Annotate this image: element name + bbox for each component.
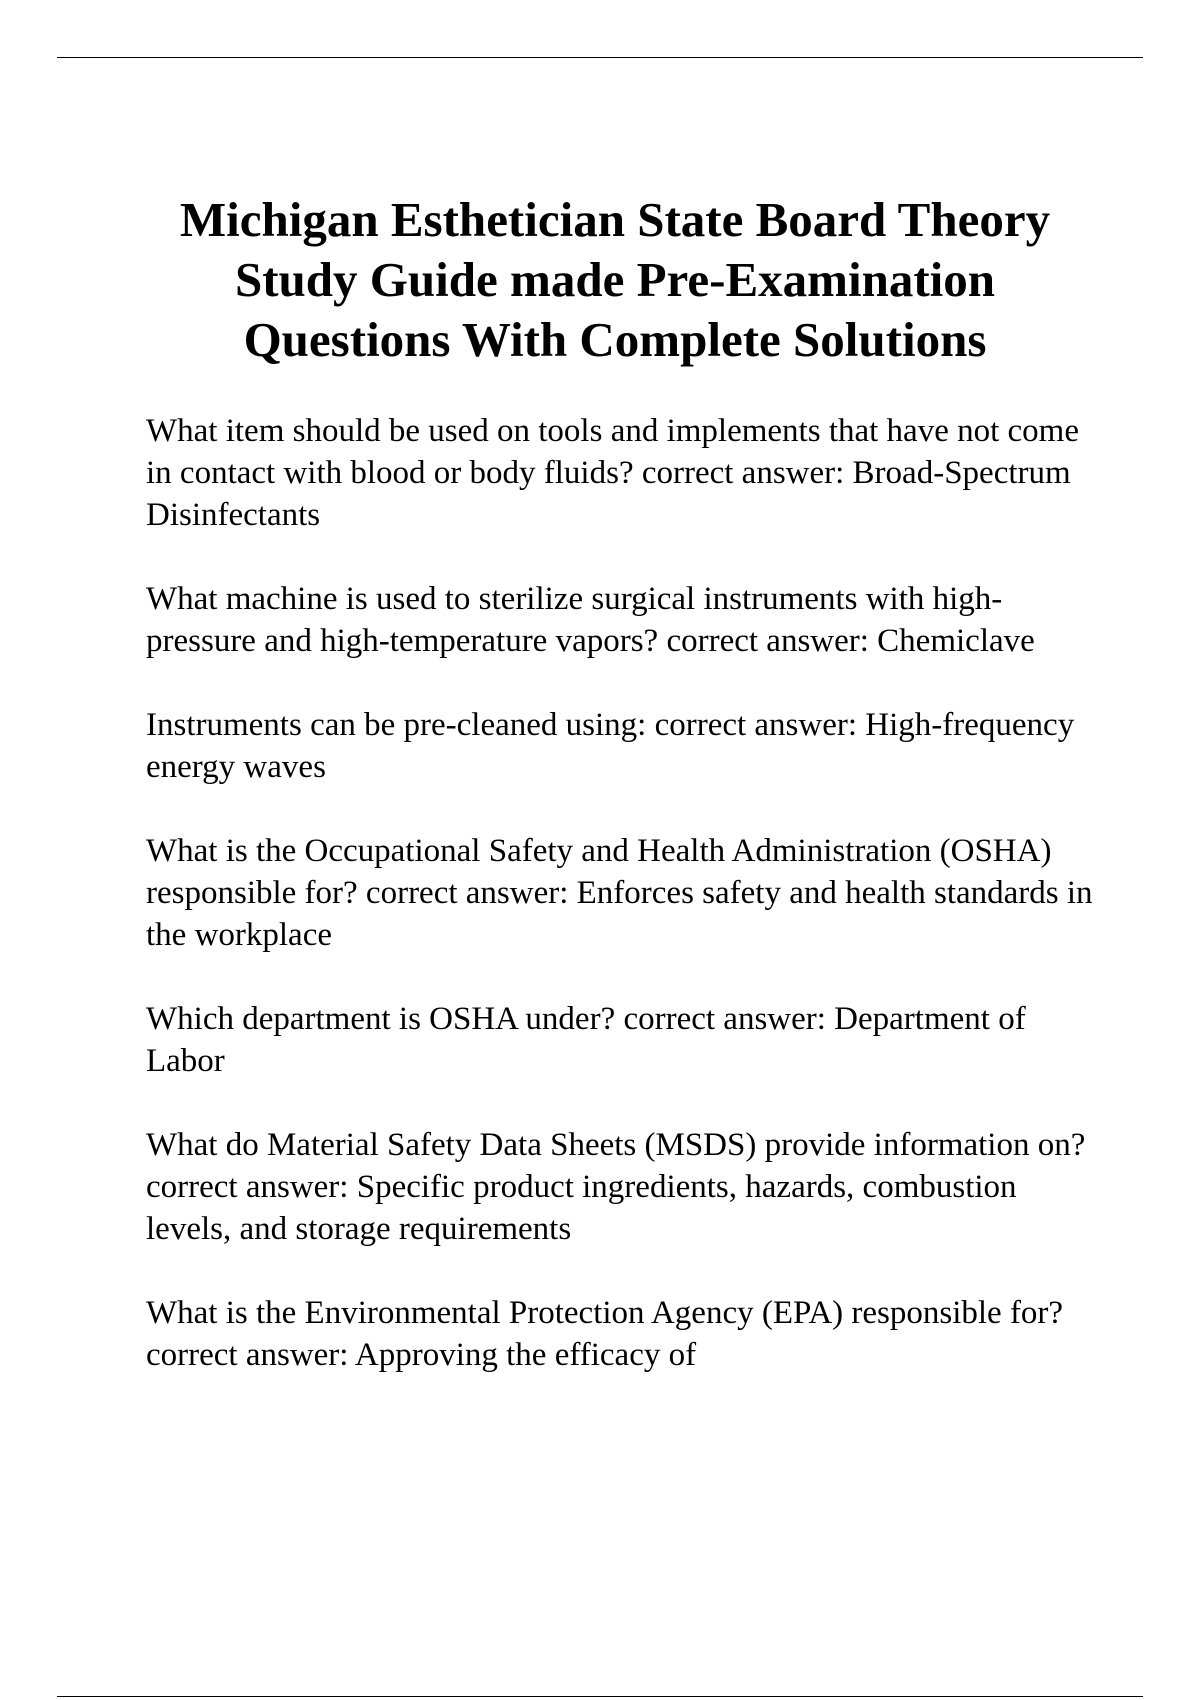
qa-item: What machine is used to sterilize surgical instruments with high-pressure and high-temperature vapors? correct answer: Chemiclave	[146, 581, 1035, 659]
page-title: Michigan Esthetician State Board Theory Study Guide made Pre-Examination Questions With Complete Solutions	[179, 192, 1051, 367]
qa-item: What do Material Safety Data Sheets (MSDS) provide information on? correct answer: Specific product ingredients, hazards, combustion levels, and storage requirements	[146, 1127, 1086, 1247]
qa-list	[146, 410, 1106, 1418]
bottom-rule	[57, 1696, 1143, 1697]
qa-item: What is the Occupational Safety and Health Administration (OSHA) responsible for? correct answer: Enforces safety and health standards in the workplace	[146, 833, 1093, 953]
top-rule	[57, 57, 1143, 58]
qa-item: What is the Environmental Protection Agency (EPA) responsible for? correct answer: Approving the efficacy of	[146, 1295, 1064, 1373]
qa-item: What item should be used on tools and implements that have not come in contact with blood or body fluids? correct answer: Broad-Spectrum Disinfectants	[146, 413, 1079, 533]
qa-item: Which department is OSHA under? correct answer: Department of Labor	[146, 1001, 1026, 1079]
qa-item: Instruments can be pre-cleaned using: correct answer: High-frequency energy waves	[146, 707, 1075, 785]
